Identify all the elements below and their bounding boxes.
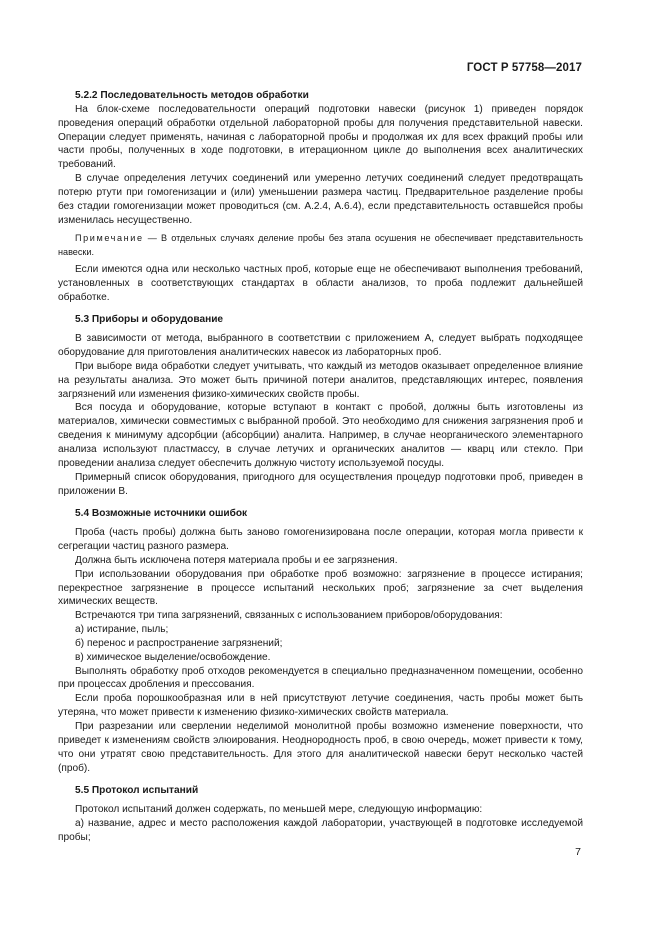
paragraph: На блок-схеме последовательности операций подготовки навески (рисунок 1) приведен порядок проведения операций обработки отдельной лабораторной пробы для получения представительной навески. Операции следует применять, начиная с лабораторной пробы и продолжая их для всех фракций пробы или части пробы, полученных в ходе подготовки, в итерационном цикле до выполнения всех аналитических требований. — [58, 103, 583, 171]
paragraph: Проба (часть пробы) должна быть заново гомогенизирована после операции, которая могла привести к сегрегации частиц разного размера. — [58, 527, 583, 553]
paragraph: При выборе вида обработки следует учитывать, что каждый из методов оказывает определенное влияние на результаты анализа. Это может быть причиной потери аналитов, представляющих интерес, появления загрязнений или изменения физико-химических свойств пробы. — [58, 360, 583, 400]
list-item: в) химическое выделение/освобождение. — [75, 651, 271, 663]
paragraph: Если проба порошкообразная или в ней присутствуют летучие соединения, часть пробы может быть утеряна, что может привести к изменению физико-химических свойств материала. — [58, 693, 583, 719]
paragraph: Примерный список оборудования, пригодного для осуществления процедур подготовки проб, приведен в приложении В. — [58, 471, 583, 497]
page-body — [58, 89, 583, 845]
paragraph: Встречаются три типа загрязнений, связанных с использованием приборов/оборудования: — [75, 610, 503, 622]
paragraph: Если имеются одна или несколько частных проб, которые еще не обеспечивают выполнения требований, установленных в соответствующих стандартах в области анализов, то проба подлежит дальнейшей обработке. — [58, 263, 583, 303]
section-5-3-title: 5.3 Приборы и оборудование — [75, 314, 224, 326]
paragraph: Должна быть исключена потеря материала пробы и ее загрязнения. — [75, 554, 398, 566]
note-text: — В отдельных случаях деление пробы без этапа осушения не обеспечивает представительность навески. — [58, 233, 583, 257]
section-5-4-title: 5.4 Возможные источники ошибок — [75, 508, 248, 520]
paragraph: В случае определения летучих соединений или умеренно летучих соединений следует предотвращать потерю ртути при гомогенизации и (или) уменьшении размера частиц. Предварительное разделение пробы без стадии гомогенизации может проводиться (см. А.2.4, А.6.4), если представительность оставшейся пробы изменилась несущественно. — [58, 173, 583, 226]
note-label: Примечание — [75, 233, 144, 244]
section-5-2-2-title: 5.2.2 Последовательность методов обработки — [75, 90, 309, 101]
paragraph: При использовании оборудования при обработке проб возможно: загрязнение в процессе истирания; перекрестное загрязнение в процессе испытаний нескольких проб; загрязнение за счет выделения химических веществ. — [58, 568, 583, 608]
paragraph: Вся посуда и оборудование, которые вступают в контакт с пробой, должны быть изготовлены из материалов, химически совместимых с выбранной пробой. Это необходимо для снижения загрязнения проб и сведения к минимуму адсорбции (абсорбции) аналита. Например, в случае неорганического элементарного анализа используют пластмассу, в случае летучих и органических аналитов — кварц или стекло. При проведении анализа следует обеспечить должную чистоту используемой посуды. — [58, 402, 583, 469]
paragraph: При разрезании или сверлении неделимой монолитной пробы возможно изменение поверхности, что приведет к изменениям свойств элюирования. Неоднородность проб, в свою очередь, может привести к тому, что они утратят свою представительность. Для этого для аналитической навески берут несколько частей (проб). — [58, 721, 583, 774]
list-item: а) истирание, пыль; — [75, 624, 169, 636]
note — [58, 232, 583, 258]
list-item: а) название, адрес и место расположения каждой лаборатории, участвующей в подготовке исследуемой пробы; — [58, 818, 583, 843]
page-number: 7 — [575, 846, 581, 858]
paragraph: В зависимости от метода, выбранного в соответствии с приложением А, следует выбрать подходящее оборудование для приготовления аналитических навесок из лабораторных проб. — [58, 333, 583, 359]
section-5-5-title: 5.5 Протокол испытаний — [75, 785, 199, 797]
paragraph: Протокол испытаний должен содержать, по меньшей мере, следующую информацию: — [75, 804, 483, 816]
list-item: б) перенос и распространение загрязнений; — [75, 637, 283, 649]
paragraph: Выполнять обработку проб отходов рекомендуется в специально предназначенном помещении, особенно при процессах дробления и прессования. — [58, 665, 583, 691]
document-id: ГОСТ Р 57758—2017 — [466, 62, 582, 74]
